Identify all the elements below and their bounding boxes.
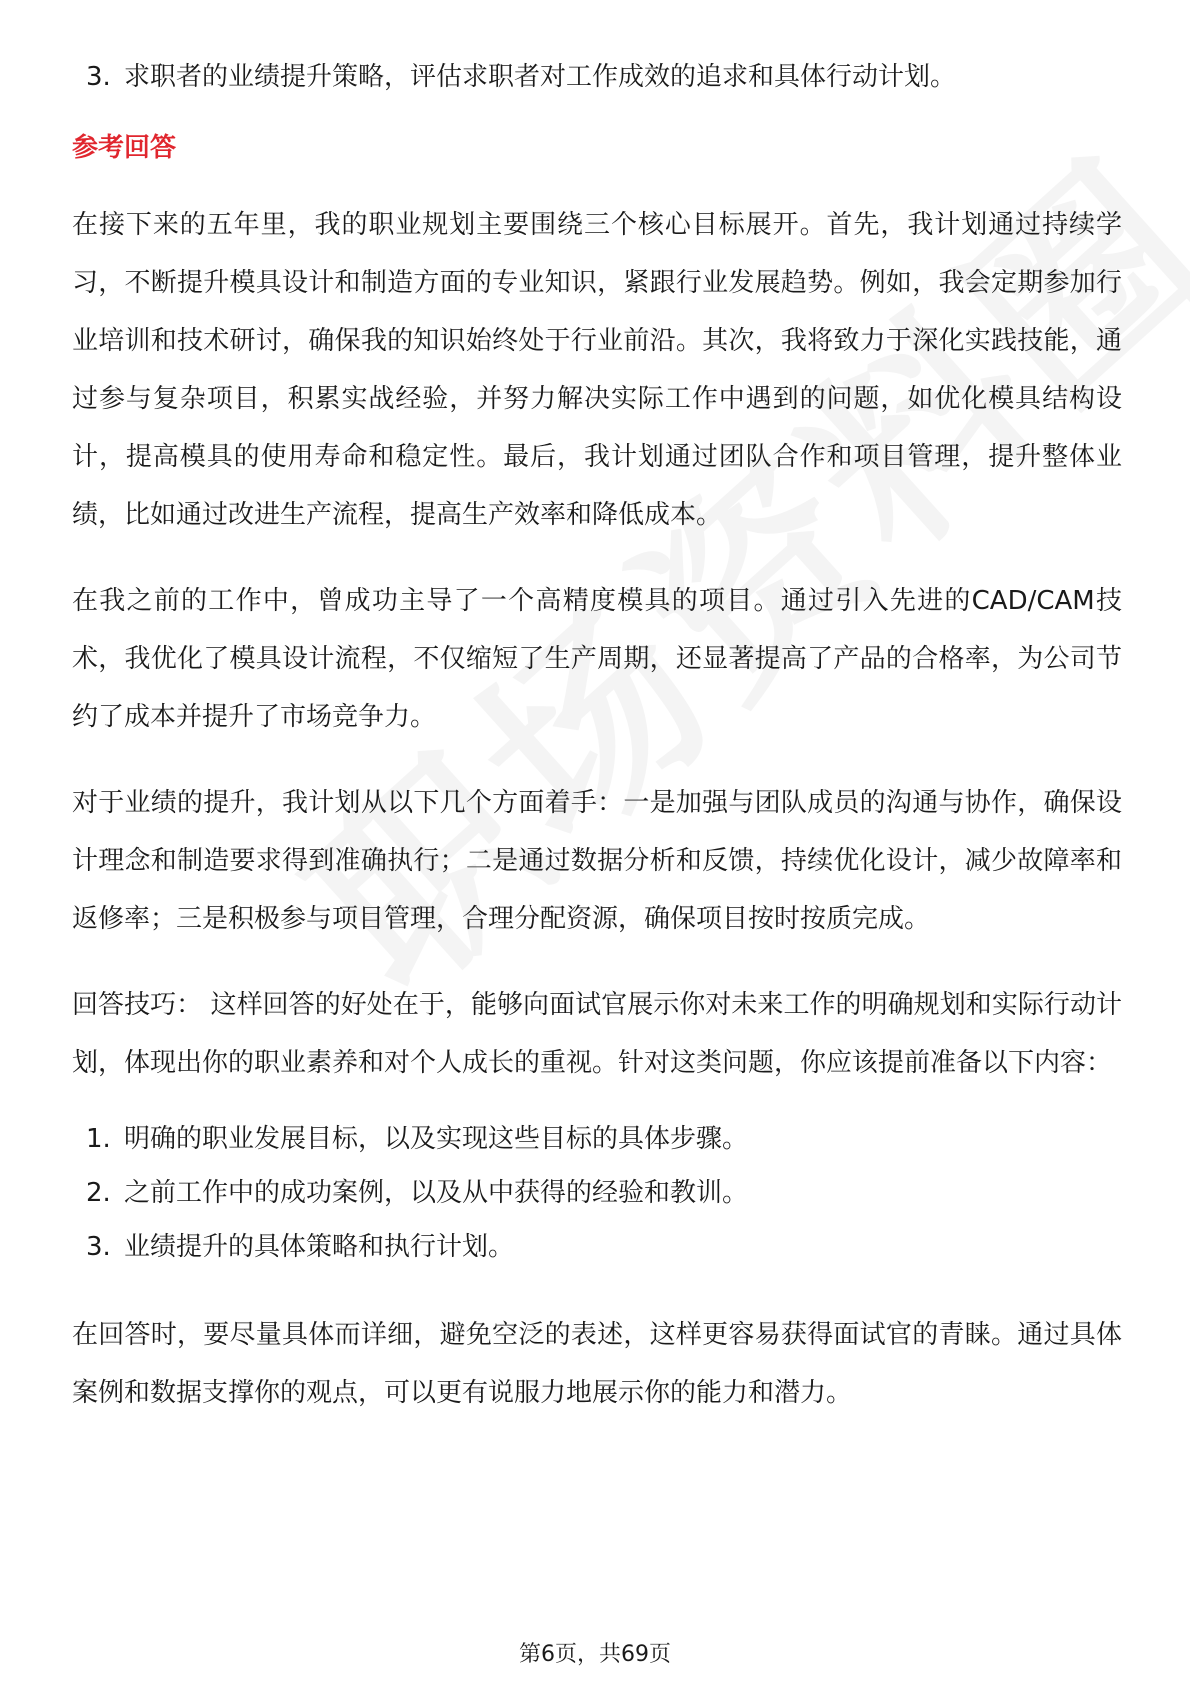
list-item-text: 之前工作中的成功案例，以及从中获得的经验和教训。 — [124, 1178, 749, 1208]
answer-paragraph-1: 在接下来的五年里，我的职业规划主要围绕三个核心目标展开。首先，我计划通过持续学习，不断提升模具设计和制造方面的专业知识，紧跟行业发展趋势。例如，我会定期参加行业培训和技术研讨，确保我的知识始终处于行业前沿。其次，我将致力于深化实践技能，通过参与复杂项目，积累实战经验，并努力解决实际工作中遇到的问题，如优化模具结构设计，提高模具的使用寿命和稳定性。最后，我计划通过团队合作和项目管理，提升整体业绩，比如通过改进生产流程，提高生产效率和降低成本。 — [72, 210, 1122, 530]
tips-paragraph: 回答技巧： 这样回答的好处在于，能够向面试官展示你对未来工作的明确规划和实际行动计划，体现出你的职业素养和对个人成长的重视。针对这类问题，你应该提前准备以下内容： — [72, 990, 1122, 1078]
page-content — [72, 62, 1122, 1422]
list-item-text: 明确的职业发展目标，以及实现这些目标的具体步骤。 — [124, 1124, 749, 1154]
closing-paragraph: 在回答时，要尽量具体而详细，避免空泛的表述，这样更容易获得面试官的青睐。通过具体案例和数据支撑你的观点，可以更有说服力地展示你的能力和潜力。 — [72, 1320, 1122, 1408]
list-item — [72, 1164, 1122, 1222]
section-heading: 参考回答 — [72, 133, 177, 163]
criteria-list — [72, 48, 1122, 106]
answer-paragraph-3: 对于业绩的提升，我计划从以下几个方面着手：一是加强与团队成员的沟通与协作，确保设计理念和制造要求得到准确执行；二是通过数据分析和反馈，持续优化设计，减少故障率和返修率；三是积极参与项目管理，合理分配资源，确保项目按时按质完成。 — [72, 788, 1122, 934]
list-item-number: 3. — [86, 62, 111, 92]
list-item-text: 业绩提升的具体策略和执行计划。 — [124, 1232, 515, 1262]
list-item-text: 求职者的业绩提升策略，评估求职者对工作成效的追求和具体行动计划。 — [124, 62, 957, 92]
answer-paragraph-2: 在我之前的工作中，曾成功主导了一个高精度模具的项目。通过引入先进的CAD/CAM技术，我优化了模具设计流程，不仅缩短了生产周期，还显著提高了产品的合格率，为公司节约了成本并提升了市场竞争力。 — [72, 586, 1122, 732]
list-item — [72, 1218, 1122, 1276]
list-item-number: 2. — [86, 1178, 111, 1208]
page-number-footer: 第6页，共69页 — [519, 1642, 671, 1667]
list-item — [72, 48, 1122, 106]
list-item-number: 1. — [86, 1124, 111, 1154]
list-item — [72, 1110, 1122, 1168]
list-item-number: 3. — [86, 1232, 111, 1262]
tips-list — [72, 1110, 1122, 1276]
